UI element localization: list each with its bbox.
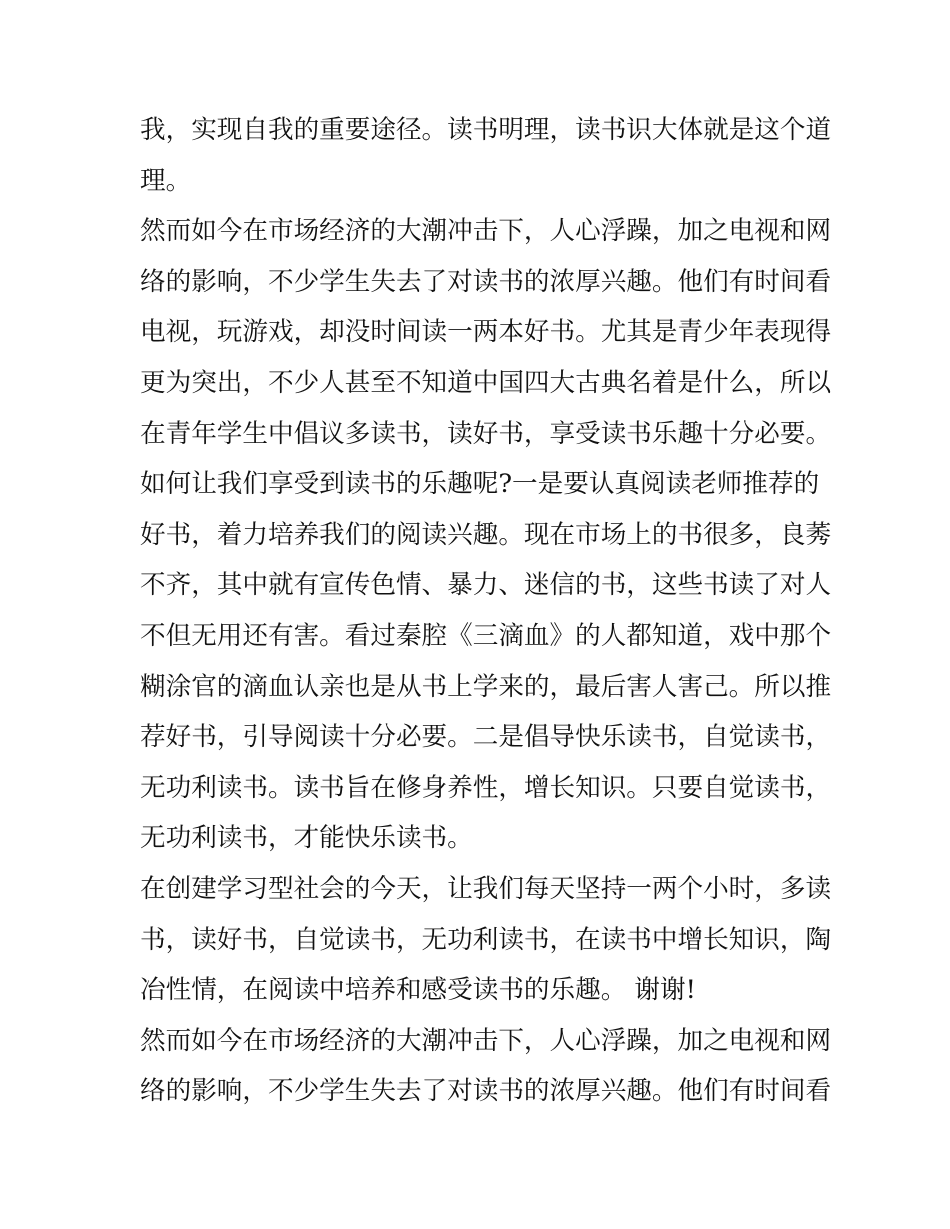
text-line: 然而如今在市场经济的大潮冲击下，人心浮躁，加之电视和网: [140, 216, 832, 247]
text-line: 无功利读书，才能快乐读书。: [140, 823, 473, 854]
text-line: 冶性情，在阅读中培养和感受读书的乐趣。 谢谢!: [140, 975, 696, 1006]
text-line: 在创建学习型社会的今天，让我们每天坚持一两个小时，多读: [140, 873, 832, 904]
text-line: 不齐，其中就有宣传色情、暴力、迷信的书，这些书读了对人: [140, 570, 832, 601]
text-line: 荐好书，引导阅读十分必要。二是倡导快乐读书，自觉读书，: [140, 722, 832, 753]
document-page: [140, 112, 832, 1124]
text-line: 在青年学生中倡议多读书，读好书，享受读书乐趣十分必要。: [140, 418, 832, 449]
text-line: 然而如今在市场经济的大潮冲击下，人心浮躁，加之电视和网: [140, 1025, 832, 1056]
text-line: 更为突出，不少人甚至不知道中国四大古典名着是什么，所以: [140, 367, 832, 398]
text-line: 糊涂官的滴血认亲也是从书上学来的，最后害人害己。所以推: [140, 671, 832, 702]
text-line: 络的影响，不少学生失去了对读书的浓厚兴趣。他们有时间看: [140, 266, 832, 297]
text-line: 理。: [140, 165, 192, 196]
text-line: 书，读好书，自觉读书，无功利读书，在读书中增长知识，陶: [140, 924, 832, 955]
text-line: 如何让我们享受到读书的乐趣呢?一是要认真阅读老师推荐的: [140, 469, 820, 500]
text-line: 不但无用还有害。看过秦腔《三滴血》的人都知道，戏中那个: [140, 620, 832, 651]
text-line: 电视，玩游戏，却没时间读一两本好书。尤其是青少年表现得: [140, 317, 832, 348]
text-line: 我，实现自我的重要途径。读书明理，读书识大体就是这个道: [140, 115, 832, 145]
text-line: 络的影响，不少学生失去了对读书的浓厚兴趣。他们有时间看: [140, 1076, 832, 1107]
text-line: 无功利读书。读书旨在修身养性，增长知识。只要自觉读书，: [140, 772, 832, 803]
text-line: 好书，着力培养我们的阅读兴趣。现在市场上的书很多，良莠: [140, 519, 832, 550]
